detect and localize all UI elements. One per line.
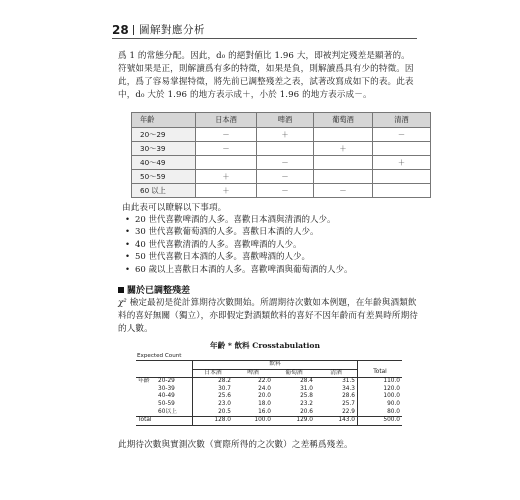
sign-table-header: 葡萄酒 bbox=[314, 113, 373, 128]
sign-table-cell bbox=[314, 128, 373, 142]
sign-table-cell: ＋ bbox=[196, 170, 257, 184]
spss-column-header: Total bbox=[358, 369, 403, 378]
chi-square-symbol: χ² bbox=[118, 298, 127, 308]
sign-table-row bbox=[132, 128, 431, 142]
sign-table-cell: ＋ bbox=[373, 156, 431, 170]
list-item: • 40 世代喜歡清酒的人多。喜歡啤酒的人少。 bbox=[124, 239, 353, 251]
spss-group-header-row bbox=[136, 361, 402, 370]
spss-column-header: 啤酒 bbox=[233, 369, 273, 378]
spss-cell: 20.6 bbox=[273, 409, 315, 417]
sign-table-cell bbox=[314, 170, 373, 184]
spss-row bbox=[136, 386, 402, 394]
spss-cell: 30.7 bbox=[218, 385, 231, 392]
spss-group-header: 飲料 bbox=[193, 361, 358, 370]
sign-table-cell: ＋ bbox=[196, 184, 257, 198]
spss-row-label: 60以上 bbox=[156, 409, 193, 417]
sign-table-cell: － bbox=[257, 170, 314, 184]
list-item: • 50 世代喜歡日本酒的人多。喜歡啤酒的人少。 bbox=[124, 251, 353, 263]
sign-table-cell bbox=[373, 184, 431, 198]
sign-table-cell: － bbox=[257, 184, 314, 198]
sign-table-header: 清酒 bbox=[373, 113, 431, 128]
sign-table-cell: － bbox=[196, 128, 257, 142]
sign-table-cell: － bbox=[257, 156, 314, 170]
spss-cell: 100.0 bbox=[358, 393, 403, 401]
spss-cell: 23.2 bbox=[300, 400, 313, 407]
spss-cell: 128.0 bbox=[193, 417, 234, 426]
spss-column-header: 清酒 bbox=[315, 369, 358, 378]
sign-table-row bbox=[132, 156, 431, 170]
paragraph-significance: 爲 1 的常態分配。因此，d₀ 的絕對値比 1.96 大，即被判定殘差是顯著的。 bbox=[118, 51, 410, 61]
sign-table-row-label: 20～29 bbox=[132, 128, 196, 142]
sign-table bbox=[131, 112, 431, 198]
sign-table-row-label: 60 以上 bbox=[132, 184, 196, 198]
sign-table-header: 年齡 bbox=[132, 113, 196, 128]
spss-cell: 25.6 bbox=[218, 393, 231, 400]
spss-cell: 80.0 bbox=[358, 409, 403, 417]
page-number: 28 bbox=[112, 23, 129, 37]
spss-cell: 25.7 bbox=[342, 400, 355, 407]
spss-row-variable: 年齡 bbox=[138, 378, 150, 385]
spss-table-subtitle: Expected Count bbox=[137, 353, 182, 359]
paragraph-expected-count bbox=[118, 297, 418, 336]
spss-cell: 22.9 bbox=[315, 409, 358, 417]
spss-column-header-row bbox=[136, 369, 402, 378]
sign-table-cell bbox=[314, 156, 373, 170]
spss-cell: 28.2 bbox=[218, 378, 231, 385]
paragraph-residual-definition: 此期待次數與實測次數（實際所得的之次數）之差稱爲殘差。 bbox=[118, 440, 353, 450]
spss-row bbox=[136, 401, 402, 409]
paragraph-sign-interpretation: 符號如果是正，則解讀爲有多的特徵，如果是負，則解讀爲具有少的特徵。因此，爲了容易掌握特徵，將先前已調整殘差之表，試著改寫成如下的表。此表中，d₀ 大於 1.96 的地方表示成＋，小於 1.96 的地方表示成－。 bbox=[118, 64, 414, 100]
sign-table-row bbox=[132, 170, 431, 184]
spss-cell: 24.0 bbox=[258, 385, 271, 392]
spss-cell: 500.0 bbox=[358, 417, 403, 426]
spss-cell: 31.5 bbox=[342, 378, 355, 385]
sign-table-row-label: 40～49 bbox=[132, 156, 196, 170]
header-rule bbox=[112, 38, 417, 39]
sign-table-row bbox=[132, 184, 431, 198]
spss-row-label: 30-39 bbox=[156, 386, 193, 394]
square-bullet-icon bbox=[118, 287, 124, 293]
spss-cell: 28.4 bbox=[300, 378, 313, 385]
sign-table-header: 日本酒 bbox=[196, 113, 257, 128]
section-heading bbox=[118, 283, 190, 296]
spss-cell: 20.0 bbox=[258, 393, 271, 400]
spss-cell: 34.3 bbox=[342, 385, 355, 392]
sign-table-row-label: 30～39 bbox=[132, 142, 196, 156]
sign-table-cell bbox=[196, 156, 257, 170]
list-item: • 20 世代喜歡啤酒的人多。喜歡日本酒與清酒的人少。 bbox=[124, 214, 353, 226]
section-heading-text: 關於已調整殘差 bbox=[127, 286, 191, 296]
spss-cell: 23.0 bbox=[218, 400, 231, 407]
spss-cell: 20.5 bbox=[193, 409, 234, 417]
sign-table-cell: － bbox=[314, 184, 373, 198]
sign-table-cell: － bbox=[373, 128, 431, 142]
sign-table-cell bbox=[373, 142, 431, 156]
sign-table-cell bbox=[373, 170, 431, 184]
spss-cell: 16.0 bbox=[233, 409, 273, 417]
spss-cell: 25.8 bbox=[300, 393, 313, 400]
spss-total-row bbox=[136, 417, 402, 426]
spss-total-label: Total bbox=[136, 417, 193, 426]
spss-column-header: 葡萄酒 bbox=[273, 369, 315, 378]
spss-cell: 22.0 bbox=[258, 378, 271, 385]
spss-cell: 18.0 bbox=[258, 400, 271, 407]
findings-list bbox=[124, 214, 353, 276]
sign-table-cell: ＋ bbox=[314, 142, 373, 156]
list-item: • 30 世代喜歡葡萄酒的人多。喜歡日本酒的人少。 bbox=[124, 226, 353, 238]
sign-table-header-row bbox=[132, 113, 431, 128]
spss-cell: 90.0 bbox=[358, 401, 403, 409]
spss-cell: 100.0 bbox=[233, 417, 273, 426]
spss-cell: 110.0 bbox=[358, 378, 403, 386]
sign-table-header: 啤酒 bbox=[257, 113, 314, 128]
list-item: • 60 歲以上喜歡日本酒的人多。喜歡啤酒與葡萄酒的人少。 bbox=[124, 264, 353, 276]
paragraph-expected-count-text: 檢定最初是從計算期待次數開始。所謂期待次數如本例題，在年齡與酒類飲料的喜好無關（獨立），亦即假定對酒類飲料的喜好不因年齡而有差異時所期待的人數。 bbox=[118, 298, 418, 334]
sign-table-cell: ＋ bbox=[257, 128, 314, 142]
spss-row bbox=[136, 393, 402, 401]
book-title: 圖解對應分析 bbox=[139, 24, 205, 36]
spss-row bbox=[136, 409, 402, 417]
spss-cell: 129.0 bbox=[273, 417, 315, 426]
spss-row bbox=[136, 378, 402, 386]
spss-crosstab bbox=[136, 360, 402, 426]
sign-table-row-label: 50～59 bbox=[132, 170, 196, 184]
spss-cell: 31.0 bbox=[300, 385, 313, 392]
spss-row-label: 50-59 bbox=[156, 401, 193, 409]
header-separator bbox=[133, 25, 134, 35]
spss-cell: 28.6 bbox=[342, 393, 355, 400]
sign-table-cell: － bbox=[196, 142, 257, 156]
spss-row-label: 20-29 bbox=[156, 378, 193, 386]
paragraph-findings-intro: 由此表可以瞭解以下事項。 bbox=[122, 203, 227, 213]
spss-cell: 143.0 bbox=[315, 417, 358, 426]
sign-table-cell bbox=[257, 142, 314, 156]
spss-column-header: 日本酒 bbox=[193, 369, 234, 378]
spss-row-label: 40-49 bbox=[156, 393, 193, 401]
spss-table-title: 年齡 * 飲料 Crosstabulation bbox=[210, 341, 320, 350]
sign-table-row bbox=[132, 142, 431, 156]
spss-cell: 120.0 bbox=[358, 386, 403, 394]
